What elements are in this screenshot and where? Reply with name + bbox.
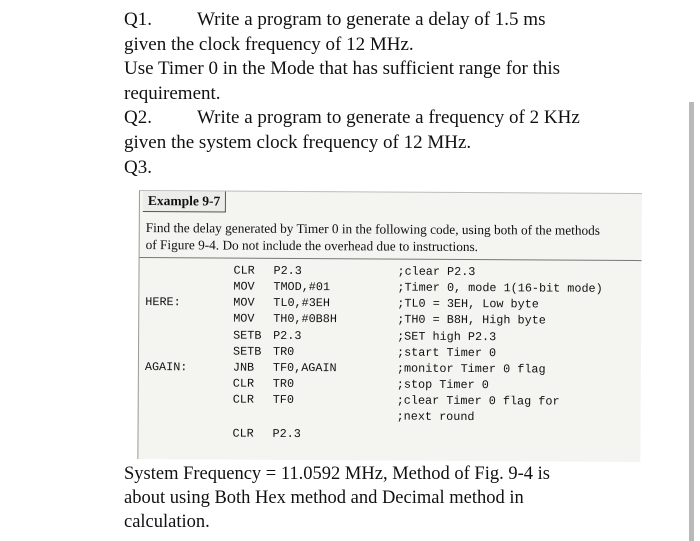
- code-operand: TF0: [272, 392, 295, 407]
- code-operand: TMOD,#01: [273, 279, 331, 295]
- code-comment: ;clear Timer 0 flag for: [396, 393, 560, 409]
- q3-line: [124, 156, 684, 181]
- q1-text-line-3: Use Timer 0 in the Mode that has sufficient range for this: [124, 58, 561, 80]
- q1-text-line-2: given the clock frequency of 12 MHz.: [124, 33, 414, 55]
- code-label: AGAIN:: [144, 360, 188, 375]
- footer-line-1: System Frequency = 11.0592 MHz, Method of Fig. 9-4 is: [124, 464, 550, 484]
- example-description-line-1: Find the delay generated by Timer 0 in the following code, using both of the methods: [145, 220, 601, 238]
- code-line: [139, 311, 641, 329]
- code-opcode: CLR: [232, 426, 254, 441]
- q1-text-line-1: Write a program to generate a delay of 1.5 ms: [197, 9, 546, 30]
- code-comment: ;Timer 0, mode 1(16-bit mode): [397, 280, 603, 296]
- code-operand: TH0,#0B8H: [273, 311, 337, 327]
- q1-line: [124, 8, 684, 33]
- code-line: [139, 328, 641, 346]
- page-edge-bar: [689, 102, 694, 541]
- code-operand: TL0,#3EH: [273, 295, 330, 311]
- code-line: [139, 295, 641, 313]
- code-opcode: CLR: [232, 392, 255, 407]
- code-listing: [140, 263, 642, 441]
- code-opcode: CLR: [233, 263, 255, 278]
- code-comment: ;stop Timer 0: [396, 377, 489, 393]
- code-comment: ;start Timer 0: [396, 345, 497, 361]
- q2-line: [124, 106, 684, 131]
- code-line: [139, 344, 641, 362]
- code-comment: ;next round: [396, 409, 475, 425]
- code-opcode: MOV: [233, 295, 255, 310]
- code-line: [139, 279, 641, 297]
- questions-block: [124, 8, 684, 180]
- example-description: [146, 219, 640, 256]
- code-operand: P2.3: [273, 328, 302, 343]
- code-operand: TF0,AGAIN: [272, 360, 337, 376]
- footer-line-3: calculation.: [124, 512, 210, 532]
- example-divider: [140, 257, 642, 261]
- code-opcode: JNB: [232, 360, 255, 375]
- example-box: [137, 190, 642, 462]
- q2-text-line-1: Write a program to generate a frequency of 2 KHz: [197, 107, 580, 129]
- code-operand: TR0: [272, 376, 295, 391]
- q2-text-line-2: given the system clock frequency of 12 MHz.: [124, 131, 472, 153]
- code-comment: ;TH0 = B8H, High byte: [397, 312, 546, 328]
- code-opcode: SETB: [233, 328, 262, 343]
- code-operand: TR0: [272, 344, 295, 359]
- example-description-line-2: of Figure 9-4. Do not include the overhead due to instructions.: [145, 237, 479, 255]
- q3-number: Q3.: [124, 156, 152, 178]
- code-opcode: CLR: [232, 376, 255, 391]
- q1-number: Q1.: [124, 9, 152, 30]
- code-label: HERE:: [145, 295, 181, 310]
- footer-line-2: about using Both Hex method and Decimal method in: [124, 488, 524, 508]
- code-comment: ;SET high P2.3: [397, 329, 497, 345]
- code-line: [139, 408, 641, 426]
- code-operand: P2.3: [272, 426, 301, 441]
- example-title: Example 9-7: [143, 191, 227, 213]
- code-line: [139, 360, 641, 378]
- code-comment: ;TL0 = 3EH, Low byte: [397, 296, 539, 312]
- q2-number: Q2.: [124, 107, 152, 129]
- q1-text-line-4: requirement.: [124, 82, 221, 104]
- code-comment: ;clear P2.3: [397, 264, 476, 280]
- code-operand: P2.3: [273, 263, 302, 278]
- code-line: [138, 426, 640, 444]
- code-opcode: MOV: [233, 311, 255, 326]
- code-comment: ;monitor Timer 0 flag: [396, 361, 546, 377]
- code-line: [139, 263, 641, 281]
- code-opcode: SETB: [232, 344, 262, 359]
- code-line: [139, 392, 641, 410]
- code-opcode: MOV: [233, 279, 255, 294]
- code-line: [139, 376, 641, 394]
- footer-note: [124, 462, 664, 534]
